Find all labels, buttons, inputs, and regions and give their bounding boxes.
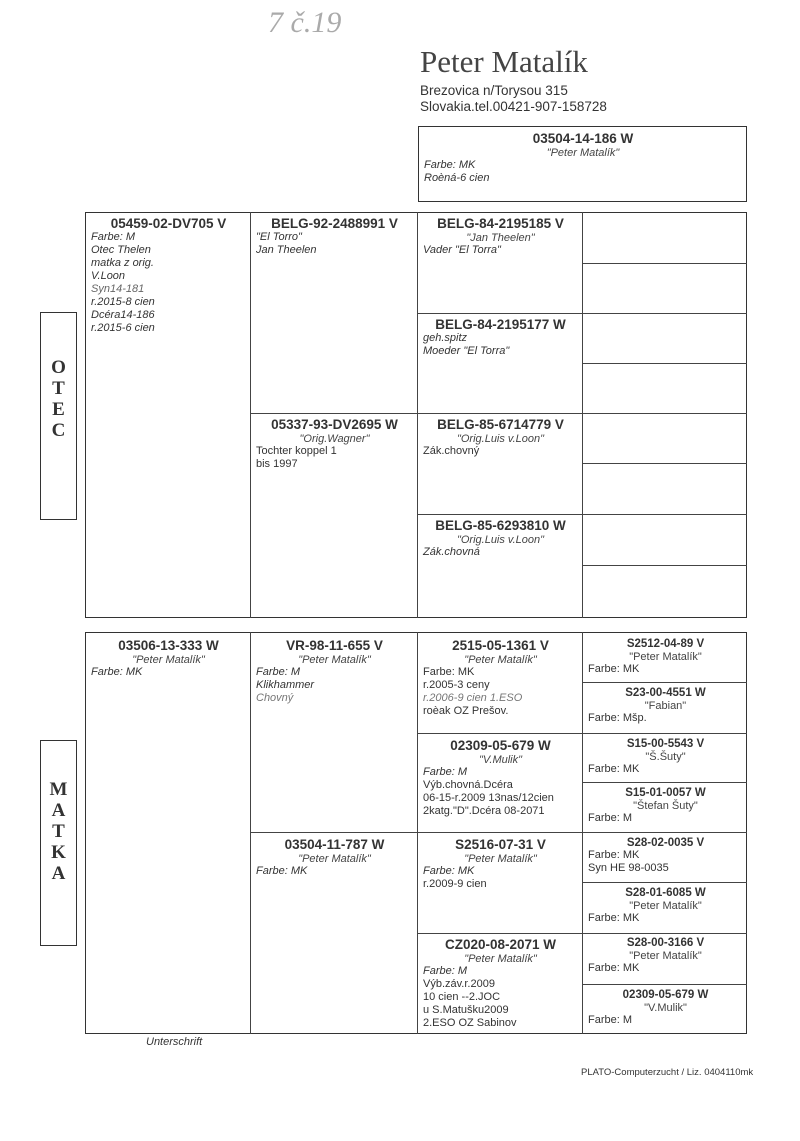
maternal-grandfather-card: [251, 636, 417, 831]
maternal-ggf1-note: roèak OZ Prešov.: [423, 705, 509, 717]
bird-card: [418, 126, 747, 202]
mother-ring: 03506-13-333 W: [118, 638, 219, 653]
maternal-ggm2-ring: CZ020-08-2071 W: [444, 937, 557, 952]
maternal-ggm1-note: Výb.chovná.Dcéra: [423, 779, 513, 791]
ggg-card-6: [583, 885, 747, 932]
ggg-color: Farbe: M: [588, 1014, 633, 1026]
paternal-ggf1-card: [418, 214, 582, 312]
ggg-owner: "Peter Matalík": [629, 900, 702, 912]
maternal-grandfather-note: Chovný: [256, 692, 294, 704]
father-note: matka z orig.: [91, 257, 154, 269]
father-note: Otec Thelen: [91, 244, 151, 256]
paternal-ggm2-owner: "Orig.Luis v.Loon": [456, 534, 545, 546]
maternal-grandfather-note: Klikhammer: [256, 679, 315, 691]
maternal-ggf1-note: r.2005-3 ceny: [423, 679, 490, 691]
breeder-name: Peter Matalík: [420, 44, 588, 79]
maternal-ggf1-ring: 2515-05-1361 V: [452, 638, 549, 653]
ggg-ring: 02309-05-679 W: [622, 989, 709, 1001]
maternal-ggm2-note: 2.ESO OZ Sabinov: [423, 1017, 517, 1029]
maternal-ggf2-note: r.2009-9 cien: [423, 878, 487, 890]
ggg-owner: "Š.Šuty": [645, 751, 686, 763]
father-note: V.Loon: [91, 270, 126, 282]
signature-label: Unterschrift: [146, 1036, 203, 1048]
paternal-ggf2-card: [418, 415, 582, 513]
otec-letter-1: O: [51, 357, 66, 378]
mother-side-label: [40, 740, 77, 946]
paternal-grandmother-ring: 05337-93-DV2695 W: [271, 417, 398, 432]
maternal-ggm2-note: u S.Matušku2009: [423, 1004, 509, 1016]
ggg-card-5: [583, 835, 747, 881]
ggg-card-1: [583, 636, 747, 682]
ggg-card-4: [583, 785, 747, 831]
ggg-color: Farbe: MK: [588, 962, 640, 974]
maternal-ggf1-owner: "Peter Matalík": [464, 654, 537, 666]
handwritten-note: 7 č.19: [268, 6, 342, 39]
ggg-ring: S28-01-6085 W: [625, 887, 706, 899]
otec-letter-4: C: [51, 420, 66, 441]
matka-letter-5: A: [51, 863, 66, 884]
maternal-ggf2-ring: S2516-07-31 V: [455, 837, 546, 852]
maternal-ggm1-note: Farbe: M: [423, 766, 468, 778]
maternal-grandfather-note: Farbe: M: [256, 666, 301, 678]
otec-letter-2: T: [52, 378, 65, 399]
paternal-ggf2-owner: "Orig.Luis v.Loon": [456, 433, 545, 445]
paternal-ggm1-card: [418, 315, 582, 412]
maternal-ggf1-note: Farbe: MK: [423, 666, 475, 678]
ggg-color: Farbe: M: [588, 812, 633, 824]
maternal-ggm2-note: 10 cien --2.JOC: [423, 991, 501, 1003]
father-note: Dcéra14-186: [91, 309, 155, 321]
father-note: Syn14-181: [91, 283, 145, 295]
maternal-ggm1-card: [418, 736, 582, 831]
paternal-ggm2-card: [418, 516, 582, 615]
mother-owner: "Peter Matalík": [132, 654, 205, 666]
father-note: r.2015-8 cien: [91, 296, 155, 308]
paternal-grandfather-ring: BELG-92-2488991 V: [271, 216, 398, 231]
maternal-ggf1-card: [418, 636, 582, 732]
paternal-ggm1-ring: BELG-84-2195177 W: [435, 317, 566, 332]
ggg-color: Farbe: MK: [588, 763, 640, 775]
maternal-ggf1-note: r.2006-9 cien 1.ESO: [423, 692, 523, 704]
ggg-card-2: [583, 685, 747, 731]
paternal-ggf1-ring: BELG-84-2195185 V: [437, 216, 564, 231]
ggg-card-3: [583, 736, 747, 782]
maternal-ggm2-note: Výb.záv.r.2009: [423, 978, 495, 990]
ggg-color: Farbe: MK: [588, 663, 640, 675]
ggg-color: Farbe: MK: [588, 912, 640, 924]
maternal-ggm2-note: Farbe: M: [423, 965, 468, 977]
maternal-grandmother-ring: 03504-11-787 W: [284, 837, 385, 852]
maternal-grandfather-owner: "Peter Matalík": [298, 654, 371, 666]
maternal-ggm2-card: [418, 935, 582, 1031]
ggg-card-7: [583, 935, 747, 983]
ggg-ring: S15-01-0057 W: [625, 787, 706, 799]
mother-color: Farbe: MK: [91, 666, 143, 678]
maternal-grandfather-ring: VR-98-11-655 V: [286, 638, 383, 653]
matka-letter-1: M: [49, 779, 68, 800]
otec-letter-3: E: [52, 399, 65, 420]
ggg-ring: S28-02-0035 V: [626, 837, 705, 849]
bird-owner: "Peter Matalík": [546, 147, 620, 159]
paternal-grandmother-card: [251, 415, 417, 615]
maternal-ggf2-card: [418, 835, 582, 932]
father-card: [86, 214, 250, 614]
maternal-grandmother-owner: "Peter Matalík": [298, 853, 371, 865]
maternal-ggm1-note: 2katg."D".Dcéra 08-2071: [423, 805, 545, 817]
ggg-card-8: [583, 987, 747, 1033]
ggg-owner: "Štefan Šuty": [633, 800, 698, 812]
paternal-grandfather-note: Jan Theelen: [256, 244, 317, 256]
paternal-grandmother-owner: "Orig.Wagner": [299, 433, 370, 445]
ggg-owner: "V.Mulik": [644, 1002, 687, 1014]
father-note: r.2015-6 cien: [91, 322, 155, 334]
bird-note: Roèná-6 cien: [424, 172, 490, 184]
paternal-ggm1-note: geh.spitz: [423, 332, 468, 344]
paternal-ggf1-note: Vader "El Torra": [423, 244, 501, 256]
maternal-ggf2-owner: "Peter Matalík": [464, 853, 537, 865]
mother-card: [86, 636, 250, 1026]
maternal-ggm1-ring: 02309-05-679 W: [450, 738, 551, 753]
paternal-ggm2-note: Zák.chovná: [423, 546, 480, 558]
ggg-note: Syn HE 98-0035: [588, 862, 669, 874]
paternal-grandmother-note: bis 1997: [256, 458, 298, 470]
ggg-ring: S2512-04-89 V: [626, 638, 705, 650]
matka-letter-4: K: [51, 842, 66, 863]
maternal-ggm2-owner: "Peter Matalík": [464, 953, 537, 965]
ggg-owner: "Peter Matalík": [629, 651, 702, 663]
maternal-ggm1-note: 06-15-r.2009 13nas/12cien: [423, 792, 554, 804]
matka-letter-2: A: [51, 800, 66, 821]
maternal-grandmother-card: [251, 835, 417, 1031]
paternal-grandmother-note: Tochter koppel 1: [256, 445, 337, 457]
maternal-grandmother-color: Farbe: MK: [256, 865, 308, 877]
matka-letter-3: T: [52, 821, 65, 842]
father-side-label: [40, 312, 77, 520]
father-color: Farbe: M: [91, 231, 136, 243]
bird-ring: 03504-14-186 W: [532, 131, 634, 146]
bird-color: Farbe: MK: [424, 159, 476, 171]
ggg-ring: S15-00-5543 V: [626, 738, 705, 750]
ggg-color: Farbe: Mšp.: [588, 712, 647, 724]
paternal-ggf2-ring: BELG-85-6714779 V: [437, 417, 564, 432]
ggg-ring: S28-00-3166 V: [626, 937, 705, 949]
breeder-contact: Slovakia.tel.00421-907-158728: [420, 99, 607, 114]
paternal-ggf2-note: Zák.chovný: [423, 445, 480, 457]
software-credit: PLATO-Computerzucht / Liz. 0404110mk: [581, 1067, 754, 1078]
ggg-color: Farbe: MK: [588, 849, 640, 861]
paternal-ggf1-owner: "Jan Theelen": [466, 232, 535, 244]
paternal-ggm1-note: Moeder "El Torra": [423, 345, 510, 357]
ggg-ring: S23-00-4551 W: [625, 687, 706, 699]
paternal-grandfather-card: [251, 214, 417, 412]
ggg-owner: "Fabian": [644, 700, 687, 712]
maternal-ggf2-note: Farbe: MK: [423, 865, 475, 877]
maternal-ggm1-owner: "V.Mulik": [478, 754, 523, 766]
breeder-address: Brezovica n/Torysou 315: [420, 83, 568, 98]
ggg-owner: "Peter Matalík": [629, 950, 702, 962]
paternal-grandfather-note: "El Torro": [256, 231, 302, 243]
paternal-ggm2-ring: BELG-85-6293810 W: [435, 518, 566, 533]
father-ring: 05459-02-DV705 V: [110, 216, 227, 231]
